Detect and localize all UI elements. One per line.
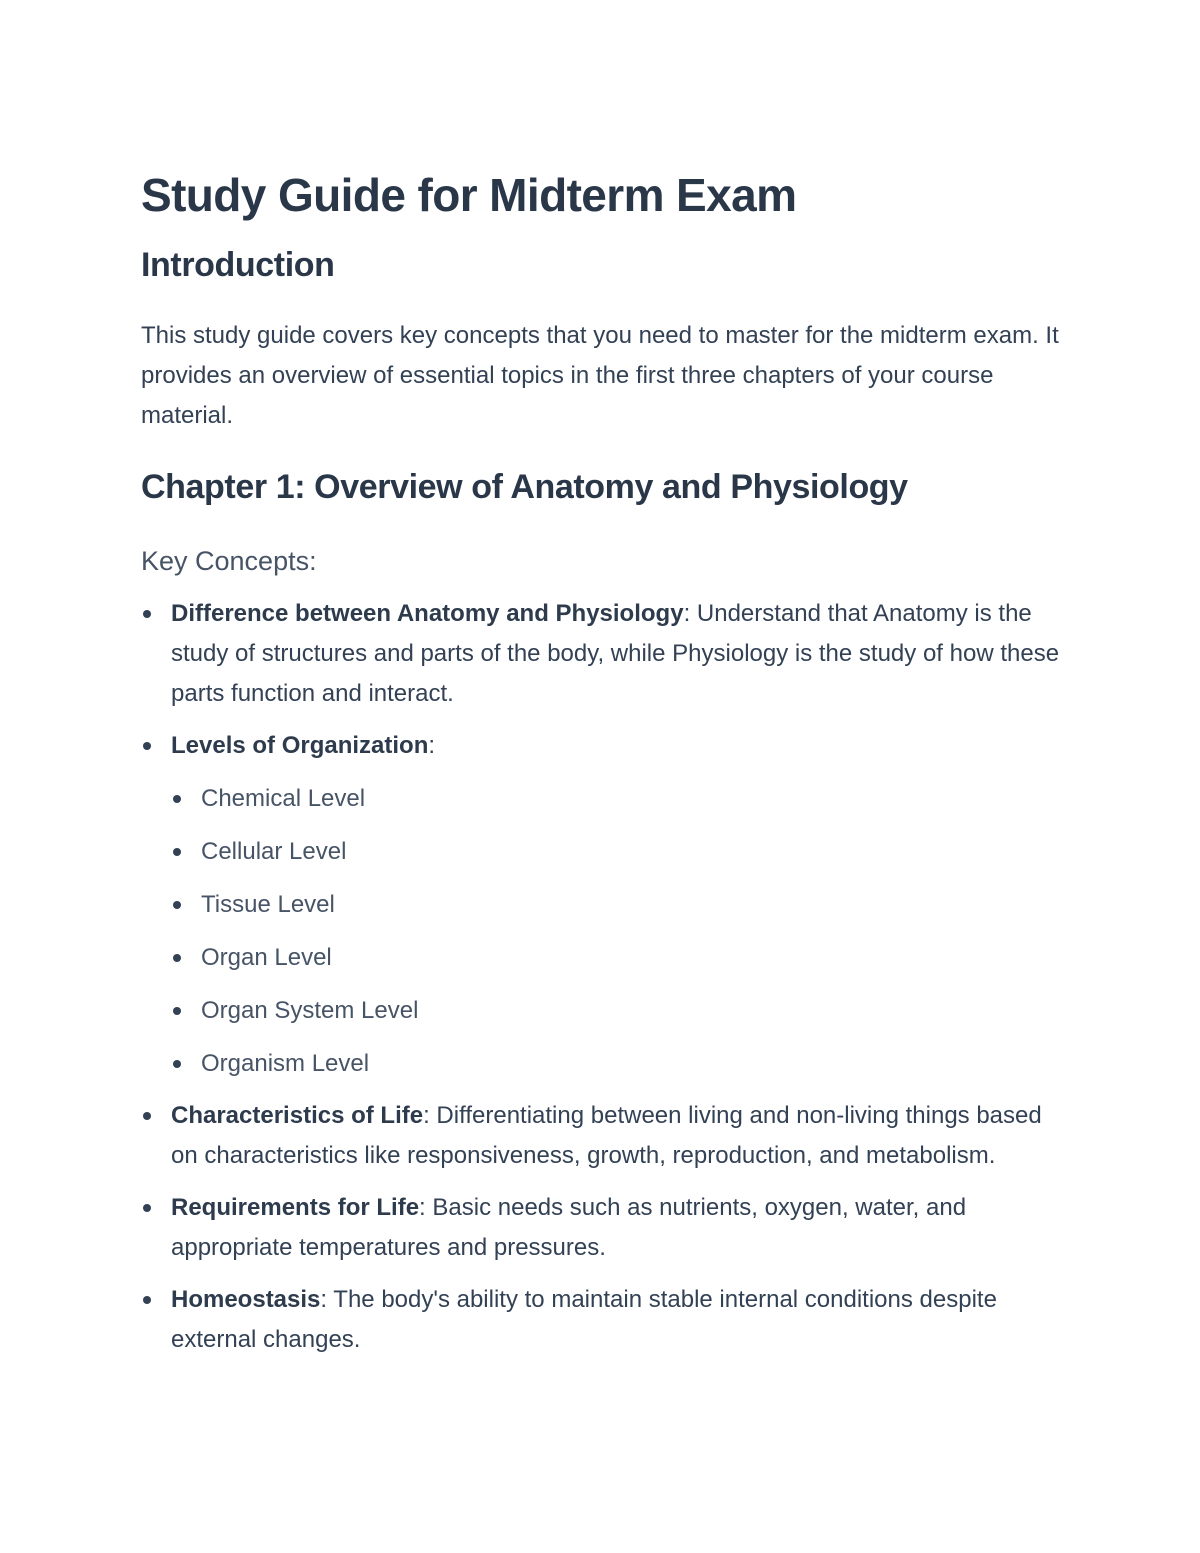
concept-term: Requirements for Life: [171, 1194, 420, 1221]
bullet-icon: [173, 1060, 181, 1068]
level-label: Organ System Level: [201, 997, 419, 1024]
bullet-icon: [143, 1296, 151, 1304]
bullet-icon: [173, 795, 181, 803]
chapter-1-heading: Chapter 1: Overview of Anatomy and Physiology: [141, 468, 908, 506]
key-concepts-heading: Key Concepts:: [141, 546, 317, 576]
concept-term: Difference between Anatomy and Physiology: [171, 600, 684, 627]
bullet-icon: [173, 848, 181, 856]
sub-list-item: [171, 885, 1061, 925]
bullet-icon: [143, 1112, 151, 1120]
list-item: [141, 1096, 1061, 1176]
bullet-icon: [143, 610, 151, 618]
levels-sublist: [171, 779, 1061, 1084]
term-colon: :: [683, 600, 691, 627]
term-colon: :: [428, 732, 436, 759]
term-colon: :: [320, 1286, 328, 1313]
bullet-icon: [143, 742, 151, 750]
concept-description: The body's ability to maintain stable internal conditions despite external changes.: [171, 1286, 997, 1353]
term-colon: :: [423, 1102, 430, 1129]
list-item: [141, 726, 1061, 1084]
sub-list-item: [171, 991, 1061, 1031]
level-label: Tissue Level: [201, 891, 335, 918]
level-label: Organ Level: [201, 944, 332, 971]
sub-list-item: [171, 779, 1061, 819]
level-label: Organism Level: [201, 1050, 370, 1077]
bullet-icon: [173, 901, 181, 909]
document-page: [141, 160, 1061, 1360]
level-label: Chemical Level: [201, 785, 366, 812]
bullet-icon: [143, 1204, 151, 1212]
concept-description: Basic needs such as nutrients, oxygen, water, and appropriate temperatures and pressures.: [171, 1194, 967, 1261]
document-title: Study Guide for Midterm Exam: [141, 169, 797, 221]
level-label: Cellular Level: [201, 838, 347, 865]
list-item: [141, 594, 1061, 714]
concept-term: Levels of Organization: [171, 732, 429, 759]
sub-list-item: [171, 1044, 1061, 1084]
concept-term: Homeostasis: [171, 1286, 321, 1313]
bullet-icon: [173, 1007, 181, 1015]
bullet-icon: [173, 954, 181, 962]
introduction-text: This study guide covers key concepts that you need to master for the midterm exam. It provides an overview of essential topics in the first three chapters of your course material.: [141, 322, 1059, 429]
term-colon: :: [419, 1194, 426, 1221]
introduction-heading: Introduction: [141, 246, 335, 284]
concept-description: Differentiating between living and non-living things based on characteristics like responsiveness, growth, reproduction, and metabolism.: [171, 1102, 1042, 1169]
sub-list-item: [171, 938, 1061, 978]
concept-term: Characteristics of Life: [171, 1102, 424, 1129]
list-item: [141, 1280, 1061, 1360]
sub-list-item: [171, 832, 1061, 872]
concept-description: Understand that Anatomy is the study of structures and parts of the body, while Physiology is the study of how these parts function and interact.: [171, 600, 1060, 707]
key-concepts-list: [141, 594, 1061, 1360]
list-item: [141, 1188, 1061, 1268]
